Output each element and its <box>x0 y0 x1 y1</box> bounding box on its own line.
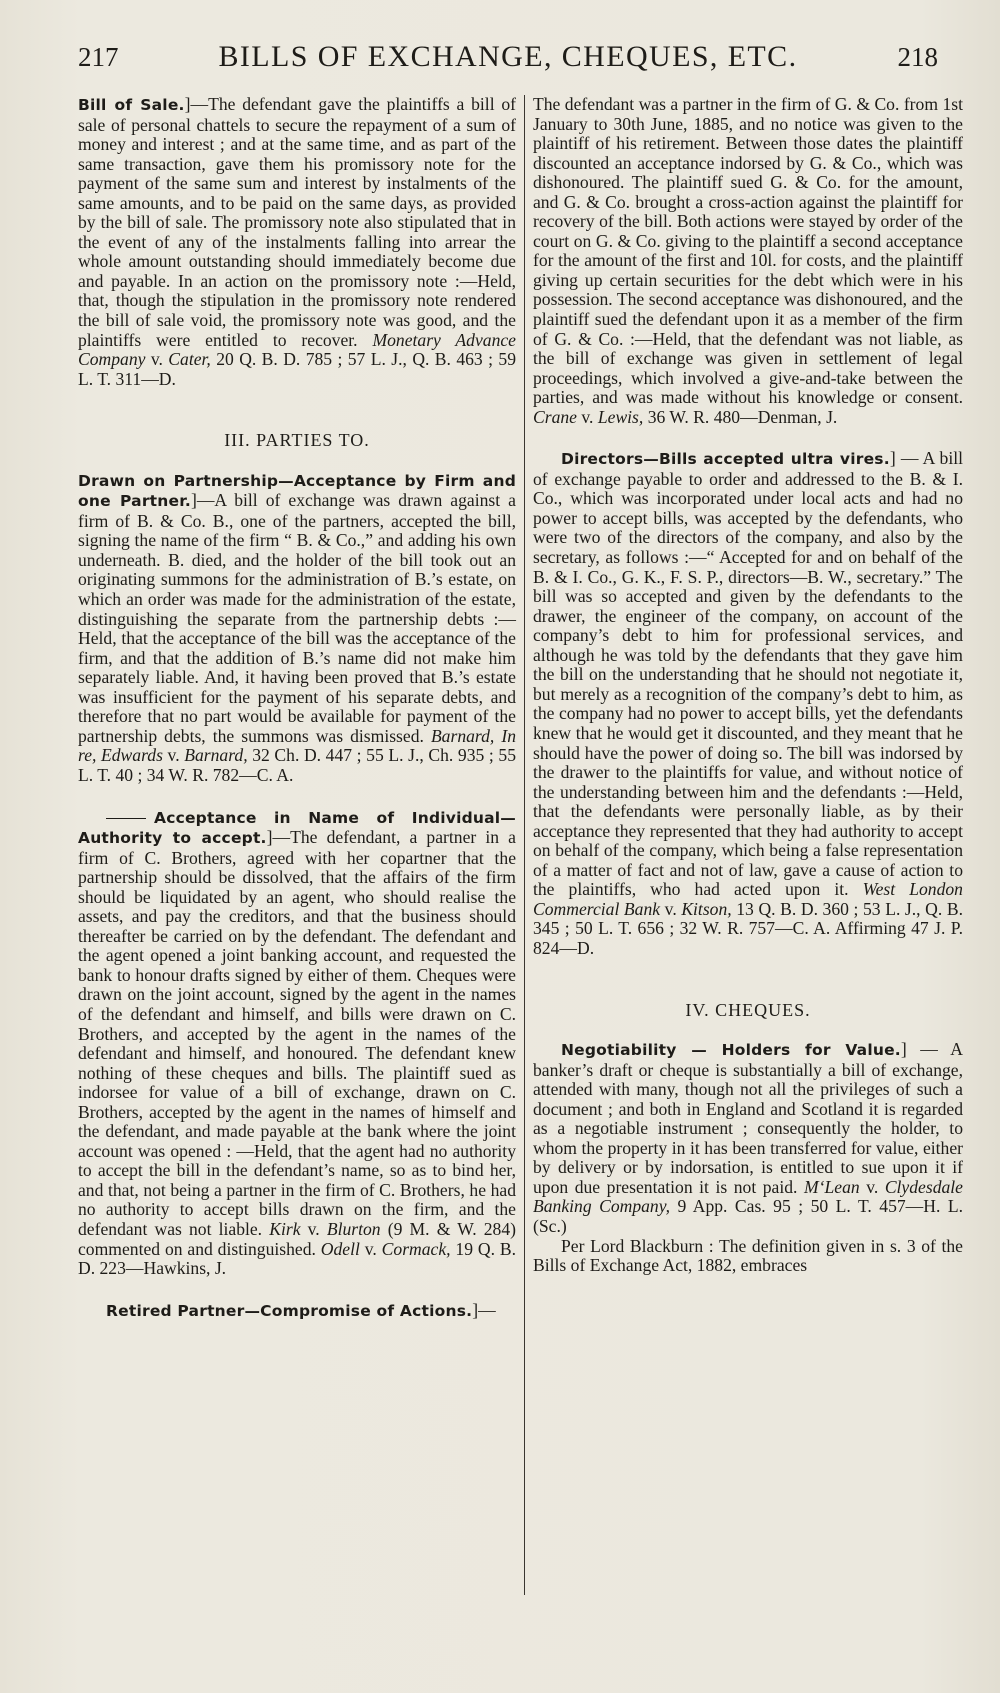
case-name: Lewis, <box>597 406 644 427</box>
case-name: Monetary Advance Company <box>78 329 516 370</box>
case-name: Kitson, <box>681 898 732 919</box>
entry-body: ]—The defendant gave the plaintiffs a bill of sale of personal chattels to secure the repayment of a sum of money and interest ; and at the same time, and as part of the same transaction, gave them his promissory note for the payment of the same sum and interest by instalments of the same amounts, and to be paid on the same days, as provided by the bill of sale. The promissory note also stipulated that in the event of any of the instalments falling into arrear the whole amount outstanding should immediately become due and payable. In an action on the promissory note :—Held, that, though the stipulation in the promissory note rendered the bill of sale void, the promissory note was good, and the plaintiffs were entitled to recover. <box>78 94 517 350</box>
citation: (9 M. & W. 284) commented on and distinguished. <box>78 1218 516 1259</box>
case-name: Crane <box>533 406 577 427</box>
entry-heading: Acceptance in Name of Individual—Authority to accept. <box>78 808 516 848</box>
spacer <box>78 786 516 808</box>
entry-heading: Drawn on Partnership—Acceptance by Firm and one Partner. <box>78 471 516 511</box>
entry-directors-ultra-vires <box>533 449 963 958</box>
case-name: Odell <box>320 1238 360 1259</box>
citation: 32 Ch. D. 447 ; 55 L. J., Ch. 935 ; 55 L. T. 40 ; 34 W. R. 782—C. A. <box>78 745 517 785</box>
spacer <box>78 1279 516 1301</box>
entry-body: Per Lord Blackburn : The definition given in s. 3 of the Bills of Exchange Act, 1882, embraces <box>533 1235 963 1276</box>
section-heading-parties: III. PARTIES TO. <box>224 430 370 451</box>
citation: 13 Q. B. D. 360 ; 53 L. J., Q. B. 345 ; 50 L. T. 656 ; 32 W. R. 757—C. A. Affirming 47 J. P. 824—D. <box>533 898 963 958</box>
running-header <box>78 40 938 90</box>
versus: v. <box>162 745 185 766</box>
spacer <box>533 427 963 449</box>
case-name: Kirk <box>269 1218 301 1239</box>
entry-body: ] — A bill of exchange payable to order and addressed to the B. & I. Co., which was incorporated under local acts and had no power to accept bills, was accepted by the defendants, who were two of the directors of the company, and also by the secretary, as follows :—“ Accepted for and on behalf of the B. & I. Co., G. K., F. S. P., directors—B. W., secretary.” The bill was so accepted and given by the defendants to the drawer, the engineer of the company, on account of the company’s debt to him for professional services, and although he was told by the defendants that they gave him the bill on the understanding that he should not negotiate it, but merely as a recognition of the company’s debt to him, as the company had no power to accept bills, yet the defendants knew that he would get it discounted, and they meant that he should have the power of doing so. The bill was indorsed by the drawer to the plaintiffs for value, and without notice of the understanding between him and the defendants :—Held, that the defendants were personally liable, as by their acceptance they represented that they had authority to accept on behalf of the company, which being a false representation of a matter of fact and not of law, gave a cause of action to the plaintiffs, who had acted upon it. <box>533 448 963 900</box>
running-title: BILLS OF EXCHANGE, CHEQUES, ETC. <box>218 40 798 73</box>
case-name: Barnard, <box>184 745 248 766</box>
column-divider <box>524 95 525 1595</box>
versus: v. <box>859 1176 885 1197</box>
entry-acceptance-individual <box>78 808 516 1279</box>
entry-heading: Retired Partner—Compromise of Actions. <box>106 1301 473 1320</box>
entry-negotiability <box>533 1040 963 1236</box>
left-page-number: 217 <box>78 42 119 72</box>
citation: 9 App. Cas. 95 ; 50 L. T. 457—H. L. (Sc.) <box>533 1196 963 1236</box>
entry-body: ]—A bill of exchange was drawn against a firm of B. & Co. B., one of the partners, accepted the bill, signing the name of the firm “ B. & Co.,” and adding his own underneath. B. died, and the holder of the bill took out an originating summons for the administration of B.’s estate, on which an order was made for the administration of the estate, distinguishing the separate from the partnership debts :—Held, that the acceptance of the bill was the acceptance of the firm, and that the addition of B.’s name did not make him separately liable. And, it having been proved that B.’s estate was insufficient for the payment of his separate debts, and therefore that no part would be available for payment of the partnership debts, the summons was dismissed. <box>78 490 516 746</box>
versus: v. <box>145 349 169 370</box>
case-name: Clydesdale Banking Company, <box>533 1176 963 1217</box>
left-column <box>78 95 516 1593</box>
entry-lord-blackburn <box>533 1237 963 1276</box>
case-name: Cater, <box>168 349 211 370</box>
entry-retired-partner-continued <box>533 95 963 427</box>
entry-body: ] — A banker’s draft or cheque is substantially a bill of exchange, attended with many, though not all the privileges of such a document ; and both in England and Scotland it is regarded as a negotiable instrument ; consequently the holder, to whom the property in it has been transferred for value, either by delivery or by indorsation, is entitled to sue upon it if upon due presentation it is not paid. <box>533 1039 963 1197</box>
citation: 19 Q. B. D. 223—Hawkins, J. <box>78 1238 516 1279</box>
versus: v. <box>359 1238 382 1259</box>
case-name: West London Commercial Bank <box>533 879 963 919</box>
citation: 36 W. R. 480—Denman, J. <box>643 406 838 427</box>
entry-heading: Negotiability — Holders for Value. <box>561 1041 901 1060</box>
entry-drawn-on-partnership <box>78 471 516 786</box>
entry-heading: Directors—Bills accepted ultra vires. <box>561 450 890 469</box>
right-page-number: 218 <box>897 42 938 72</box>
case-name: Barnard, In re, Edwards <box>78 725 516 766</box>
case-name: Cormack, <box>381 1238 451 1259</box>
entry-body: The defendant was a partner in the firm of G. & Co. from 1st January to 30th June, 1885, and no notice was given to the plaintiff of his retirement. Between those dates the plaintiff discounted an acceptance indorsed by G. & Co., which was dishonoured. The plaintiff sued G. & Co. for the amount, and G. & Co. brought a cross-action against the plaintiff for recovery of the bill. Both actions were stayed by order of the court on G. & Co. giving to the plaintiff a second acceptance for the amount of the first and 10l. for costs, and the plaintiff giving up certain securities for the debt which were in his possession. The second acceptance was dishonoured, and the plaintiff sued the defendant upon it as a member of the firm of G. & Co. :—Held, that the defendant was not liable, as the bill of exchange was given in settlement of legal proceedings, which involved a give-and-take between the parties, and was made without his knowledge or consent. <box>533 94 963 408</box>
entry-retired-partner <box>78 1301 516 1322</box>
section-heading-cheques: IV. CHEQUES. <box>685 999 811 1020</box>
entry-heading: Bill of Sale. <box>78 96 185 114</box>
versus: v. <box>576 406 598 427</box>
ditto-dash <box>106 818 146 819</box>
entry-bill-of-sale <box>78 95 516 389</box>
versus: v. <box>660 898 682 919</box>
citation: 20 Q. B. D. 785 ; 57 L. J., Q. B. 463 ; 59 L. T. 311—D. <box>78 349 516 389</box>
right-column <box>533 95 963 1593</box>
versus: v. <box>300 1218 327 1239</box>
entry-body: ]— <box>472 1299 496 1320</box>
case-name: Blurton <box>326 1218 381 1239</box>
entry-body: ]—The defendant, a partner in a firm of C. Brothers, agreed with her copartner that the partnership should be dissolved, that the affairs of the firm should be liquidated by an agent, who should realise the assets, and pay the creditors, and that the business should thereafter be carried on by the defendant. The defendant and the agent opened a joint banking account, and requested the bank to honour drafts signed by either of them. Cheques were drawn on the joint account, signed by the agent in the names of the defendant and himself, and bills were drawn on C. Brothers, and accepted by the agent in the names of the defendant and himself, and honoured. The defendant knew nothing of these cheques and bills. The plaintiff sued as indorsee for value of a bill of exchange, drawn on C. Brothers, accepted by the agent in the names of himself and the defendant, and made payable at the bank where the joint account was opened : —Held, that the agent had no authority to accept the bill in the defendant’s name, so as to bind her, and that, not being a partner in the firm of C. Brothers, he had no authority to accept bills drawn on the firm, and the defendant was not liable. <box>78 827 516 1239</box>
case-name: M‘Lean <box>803 1176 860 1197</box>
